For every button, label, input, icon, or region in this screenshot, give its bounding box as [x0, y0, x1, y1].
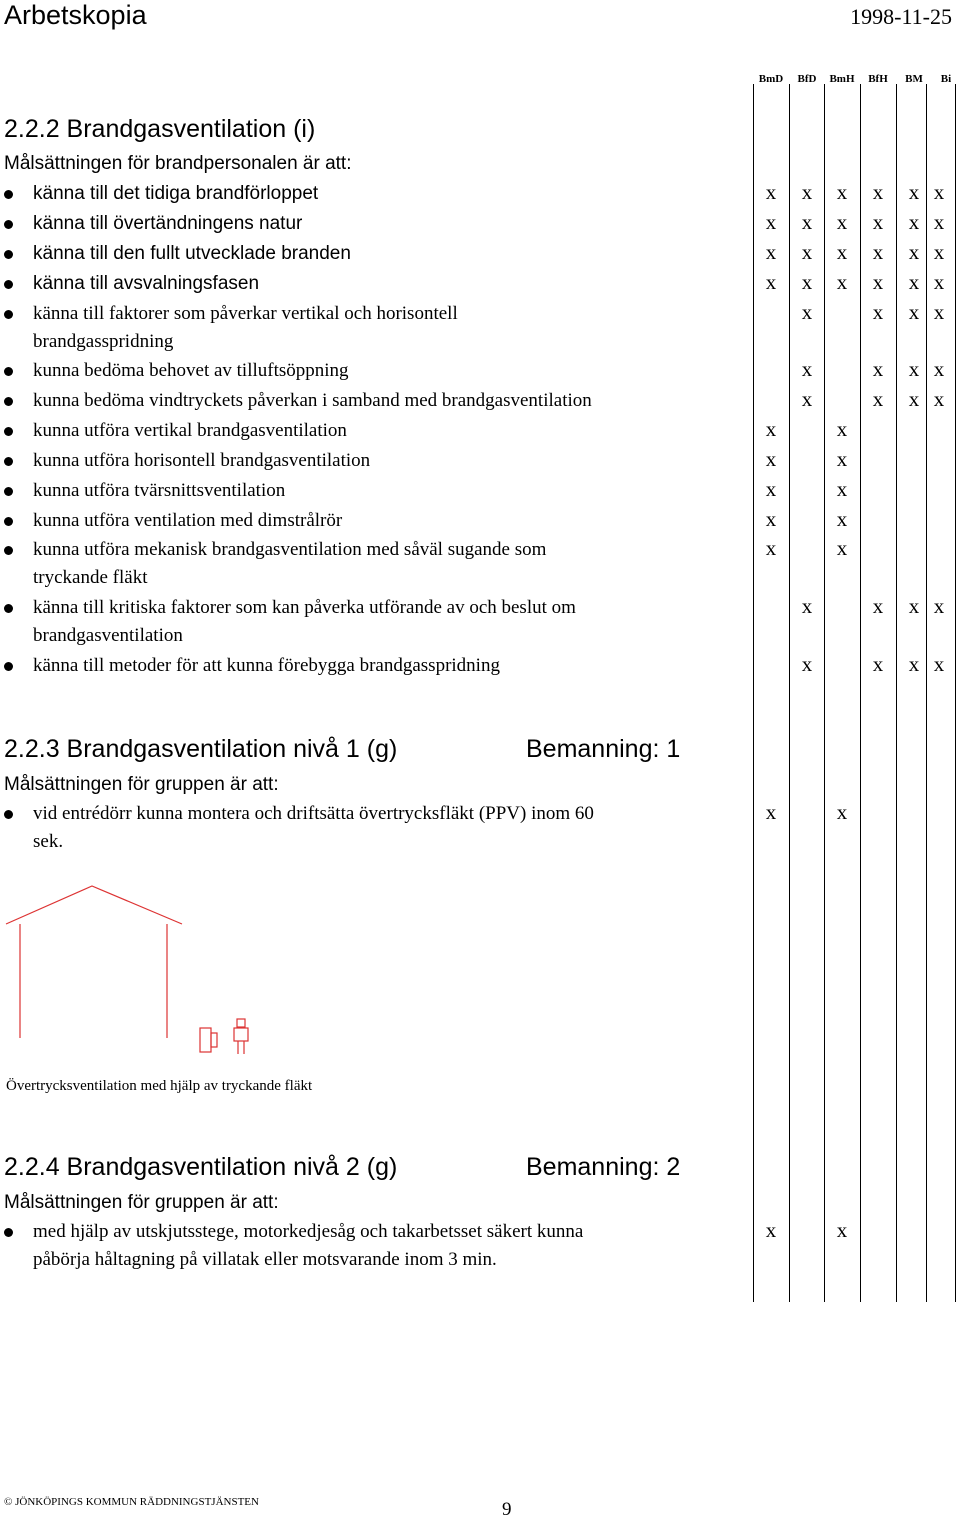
objective-text: kunna utföra horisontell brandgasventilation [33, 450, 371, 471]
staffing-label: Bemanning: 1 [526, 735, 681, 763]
applicability-mark: x [765, 477, 777, 501]
objective-text: påbörja håltagning på villatak eller motsvarande inom 3 min. [33, 1249, 497, 1270]
column-header-bfh: BfH [868, 73, 888, 85]
objective-text: känna till faktorer som påverkar vertikal och horisontell [33, 303, 458, 324]
applicability-mark: x [836, 417, 848, 441]
applicability-mark: x [908, 210, 920, 234]
section-heading: 2.2.2 Brandgasventilation (i) [4, 115, 316, 143]
applicability-mark: x [801, 210, 813, 234]
applicability-mark: x [872, 652, 884, 676]
bullet-icon [4, 367, 13, 376]
applicability-mark: x [872, 594, 884, 618]
applicability-mark: x [765, 270, 777, 294]
section-intro: Målsättningen för brandpersonalen är att: [4, 153, 352, 174]
applicability-mark: x [933, 387, 945, 411]
bullet-icon [4, 310, 13, 319]
section-heading: 2.2.3 Brandgasventilation nivå 1 (g) [4, 735, 398, 763]
objective-text: sek. [33, 831, 64, 852]
objective-text: tryckande fläkt [33, 567, 148, 588]
objective-text: kunna utföra vertikal brandgasventilation [33, 420, 347, 441]
applicability-mark: x [908, 387, 920, 411]
fan-icon [200, 1028, 217, 1052]
bullet-icon [4, 220, 13, 229]
column-divider [955, 84, 956, 1302]
applicability-mark: x [836, 447, 848, 471]
bullet-icon [4, 662, 13, 671]
figure-caption: Övertrycksventilation med hjälp av tryckande fläkt [6, 1078, 313, 1094]
column-divider [753, 84, 754, 1302]
applicability-mark: x [872, 300, 884, 324]
applicability-mark: x [765, 447, 777, 471]
applicability-mark: x [872, 180, 884, 204]
applicability-mark: x [836, 536, 848, 560]
applicability-mark: x [933, 357, 945, 381]
column-header-bmh: BmH [829, 73, 855, 85]
applicability-mark: x [872, 240, 884, 264]
applicability-mark: x [908, 180, 920, 204]
column-header-bmd: BmD [758, 73, 784, 85]
applicability-mark: x [765, 536, 777, 560]
column-header-bfd: BfD [797, 73, 817, 85]
applicability-mark: x [933, 240, 945, 264]
bullet-icon [4, 427, 13, 436]
applicability-mark: x [836, 477, 848, 501]
applicability-mark: x [908, 357, 920, 381]
applicability-mark: x [933, 210, 945, 234]
applicability-mark: x [933, 270, 945, 294]
applicability-mark: x [872, 387, 884, 411]
applicability-mark: x [933, 180, 945, 204]
column-divider [824, 84, 825, 1302]
roof-outline [6, 886, 182, 924]
objective-text: känna till den fullt utvecklade branden [33, 243, 351, 264]
objective-text: brandgasspridning [33, 331, 174, 352]
bullet-icon [4, 604, 13, 613]
person-icon [234, 1019, 248, 1054]
applicability-mark: x [933, 300, 945, 324]
applicability-mark: x [872, 357, 884, 381]
applicability-mark: x [908, 300, 920, 324]
applicability-mark: x [765, 800, 777, 824]
bullet-icon [4, 280, 13, 289]
section-intro: Målsättningen för gruppen är att: [4, 1192, 279, 1213]
applicability-mark: x [872, 210, 884, 234]
applicability-mark: x [765, 210, 777, 234]
applicability-mark: x [872, 270, 884, 294]
column-divider [926, 84, 927, 1302]
footer-copyright: © JÖNKÖPINGS KOMMUN RÄDDNINGSTJÄNSTEN [4, 1496, 259, 1508]
applicability-mark: x [801, 180, 813, 204]
document-date: 1998-11-25 [850, 4, 952, 29]
page-number: 9 [502, 1499, 512, 1520]
bullet-icon [4, 190, 13, 199]
applicability-mark: x [836, 210, 848, 234]
objective-text: brandgasventilation [33, 625, 183, 646]
objective-text: kunna bedöma vindtryckets påverkan i samband med brandgasventilation [33, 390, 592, 411]
section-heading: 2.2.4 Brandgasventilation nivå 2 (g) [4, 1153, 398, 1181]
applicability-mark: x [765, 507, 777, 531]
bullet-icon [4, 487, 13, 496]
bullet-icon [4, 1228, 13, 1237]
objective-text: kunna utföra mekanisk brandgasventilation med såväl sugande som [33, 539, 547, 560]
objective-text: med hjälp av utskjutsstege, motorkedjesåg och takarbetsset säkert kunna [33, 1221, 584, 1242]
objective-text: kunna utföra tvärsnittsventilation [33, 480, 286, 501]
objective-text: vid entrédörr kunna montera och driftsätta övertrycksfläkt (PPV) inom 60 [33, 803, 594, 824]
applicability-mark: x [765, 417, 777, 441]
applicability-mark: x [836, 507, 848, 531]
objective-text: känna till kritiska faktorer som kan påverka utförande av och beslut om [33, 597, 576, 618]
section-intro: Målsättningen för gruppen är att: [4, 774, 279, 795]
column-header-bi: Bi [940, 73, 952, 85]
objective-text: känna till det tidiga brandförloppet [33, 183, 319, 204]
ppv-house-illustration [0, 880, 300, 1065]
objective-text: känna till övertändningens natur [33, 213, 303, 234]
bullet-icon [4, 517, 13, 526]
applicability-mark: x [801, 357, 813, 381]
applicability-mark: x [765, 1218, 777, 1242]
applicability-mark: x [836, 800, 848, 824]
applicability-mark: x [801, 594, 813, 618]
objective-text: kunna utföra ventilation med dimstrålrör [33, 510, 343, 531]
applicability-mark: x [801, 270, 813, 294]
applicability-mark: x [908, 240, 920, 264]
applicability-mark: x [801, 240, 813, 264]
applicability-mark: x [908, 270, 920, 294]
objective-text: känna till avsvalningsfasen [33, 273, 260, 294]
column-header-bm: BM [905, 73, 923, 85]
column-divider [896, 84, 897, 1302]
applicability-mark: x [908, 594, 920, 618]
column-divider [789, 84, 790, 1302]
applicability-mark: x [765, 240, 777, 264]
bullet-icon [4, 397, 13, 406]
applicability-mark: x [836, 1218, 848, 1242]
staffing-label: Bemanning: 2 [526, 1153, 681, 1181]
applicability-mark: x [908, 652, 920, 676]
applicability-mark: x [801, 300, 813, 324]
applicability-mark: x [836, 240, 848, 264]
applicability-mark: x [933, 652, 945, 676]
applicability-mark: x [801, 387, 813, 411]
document-title: Arbetskopia [4, 0, 147, 30]
bullet-icon [4, 810, 13, 819]
applicability-mark: x [765, 180, 777, 204]
applicability-mark: x [801, 652, 813, 676]
objective-text: känna till metoder för att kunna förebygga brandgasspridning [33, 655, 500, 676]
bullet-icon [4, 250, 13, 259]
bullet-icon [4, 546, 13, 555]
column-divider [860, 84, 861, 1302]
objective-text: kunna bedöma behovet av tilluftsöppning [33, 360, 349, 381]
applicability-mark: x [933, 594, 945, 618]
bullet-icon [4, 457, 13, 466]
applicability-mark: x [836, 270, 848, 294]
applicability-mark: x [836, 180, 848, 204]
